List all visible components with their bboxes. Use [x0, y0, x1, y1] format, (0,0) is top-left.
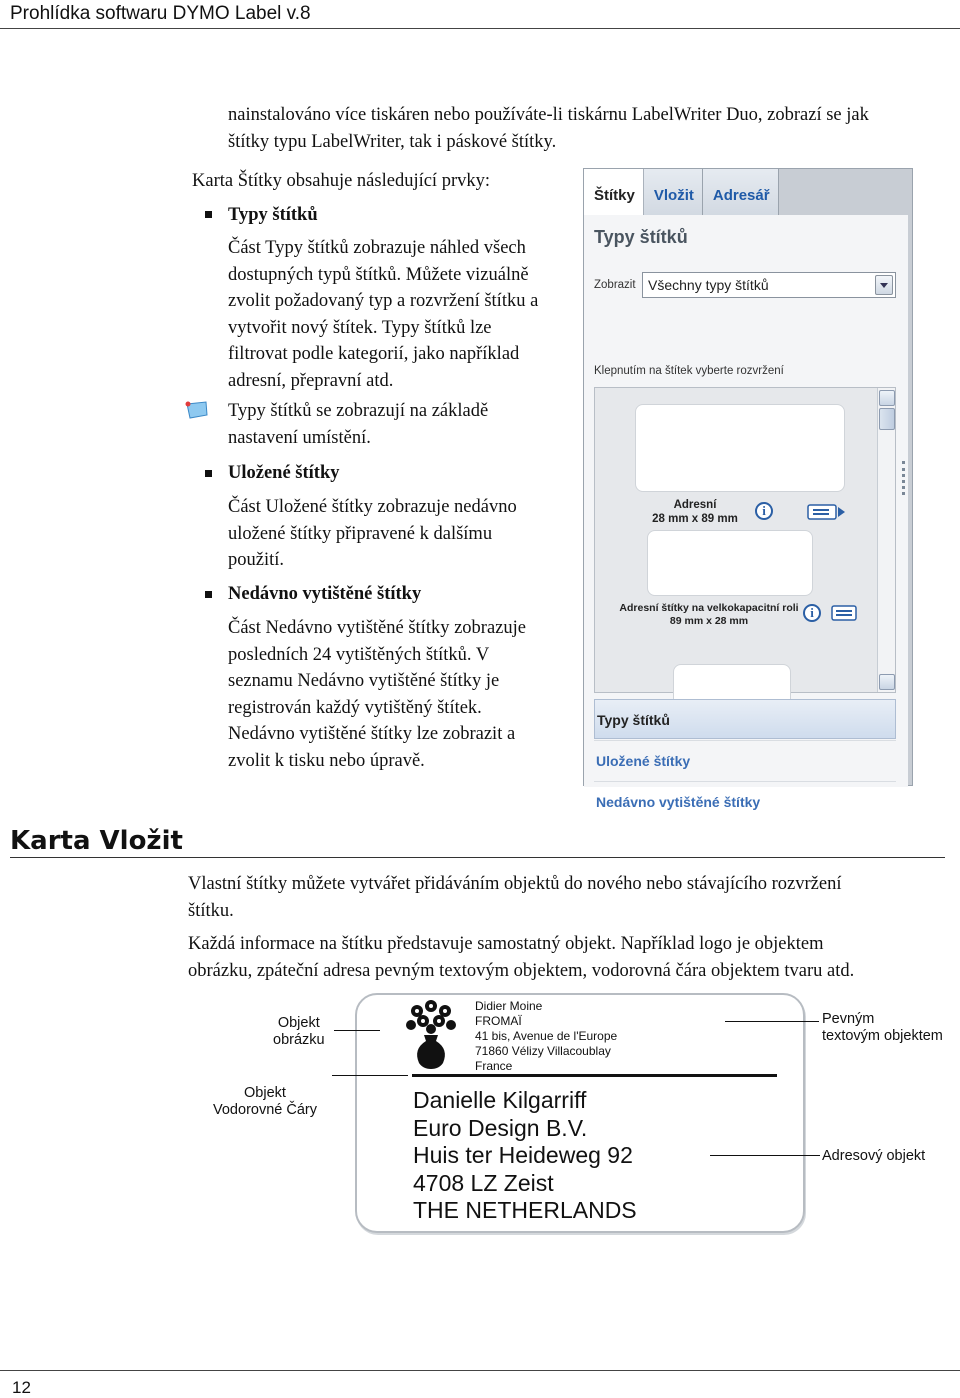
scroll-up-button[interactable]: [879, 390, 895, 406]
text-line: Vodorovné Čáry: [213, 1102, 317, 1118]
horizontal-line-object: [412, 1074, 777, 1077]
label-gallery[interactable]: [594, 387, 896, 693]
label-caption-bulk-address: [609, 602, 809, 627]
text-line: Objekt: [277, 1015, 320, 1031]
text-line: Vlastní štítky můžete vytvářet přidáváním objektů do nového nebo stávajícího rozvržení: [188, 874, 842, 894]
text-line: nastavení umístění.: [228, 427, 371, 448]
info-icon[interactable]: i: [803, 604, 821, 622]
gallery-scrollbar[interactable]: [877, 388, 895, 692]
text-line: štítku.: [188, 900, 234, 921]
tab-labels[interactable]: Štítky: [584, 169, 644, 215]
panel-title: Typy štítků: [594, 227, 688, 247]
bullet-icon: [205, 591, 212, 598]
item-heading-label-types: Typy štítků: [228, 205, 318, 225]
text-line: 71860 Vélizy Villacoublay: [475, 1044, 611, 1058]
tab-insert[interactable]: Vložit: [644, 169, 703, 215]
label-preview-address[interactable]: [635, 404, 845, 492]
item-heading-saved-labels: Uložené štítky: [228, 463, 340, 483]
text-line: 41 bis, Avenue de l'Europe: [475, 1029, 618, 1043]
item-heading-recent-labels: Nedávno vytištěné štítky: [228, 584, 422, 604]
footer-rule: [0, 1370, 960, 1371]
label-size: 89 mm x 28 mm: [669, 614, 749, 627]
document-header-title: Prohlídka softwaru DYMO Label v.8: [10, 3, 311, 24]
text-line: France: [475, 1059, 513, 1073]
label-name: Adresní: [673, 499, 717, 511]
header-rule: [0, 28, 960, 29]
scroll-down-button[interactable]: [879, 674, 895, 690]
text-line: Didier Moine: [475, 999, 543, 1013]
text-line: Objekt: [244, 1085, 286, 1101]
text-line: Každá informace na štítku představuje samostatný objekt. Například logo je objektem: [188, 934, 824, 954]
section-heading-insert-tab: Karta Vložit: [10, 826, 183, 856]
scroll-thumb[interactable]: [879, 408, 895, 430]
callout-image-object: [273, 1015, 325, 1049]
insert-paragraph-1: [188, 871, 948, 924]
text-line: použití.: [228, 550, 285, 571]
intro-line-1: nainstalováno více tiskáren nebo používáte-li tiskárnu LabelWriter Duo, zobrazí se jak: [228, 105, 869, 125]
text-line: vytvořit nový štítek. Typy štítků lze: [228, 317, 492, 338]
text-line: zvolit požadovaný typ a rozvržení štítku a: [228, 291, 539, 312]
chevron-down-icon[interactable]: [875, 275, 893, 295]
section-recent-labels[interactable]: Nedávno vytištěné štítky: [594, 781, 896, 821]
callout-line-object: [213, 1085, 317, 1119]
sender-text-object: [475, 999, 617, 1074]
text-line: obrázku, zpáteční adresa pevným textovým objektem, vodorovná čára objektem tvaru atd.: [188, 960, 855, 981]
callout-line: [334, 1030, 380, 1031]
select-layout-hint: Klepnutím na štítek vyberte rozvržení: [594, 365, 784, 377]
text-line: registrován každý vytištěný štítek.: [228, 697, 482, 718]
text-line: dostupných typů štítků. Můžete vizuálně: [228, 264, 529, 285]
sample-label: [355, 993, 805, 1233]
text-line: zvolit k tisku nebo úpravě.: [228, 750, 425, 771]
item-body-saved-labels: [228, 494, 578, 574]
text-line: Část Typy štítků zobrazuje náhled všech: [228, 238, 526, 258]
text-line: adresní, přepravní atd.: [228, 370, 394, 391]
label-size: 28 mm x 89 mm: [652, 513, 738, 525]
lead-sentence: Karta Štítky obsahuje následující prvky:: [192, 171, 490, 191]
label-name: Adresní štítky na velkokapacitní roli: [619, 602, 799, 614]
text-line: posledních 24 vytištěných štítků. V: [228, 644, 490, 665]
bullet-icon: [205, 470, 212, 477]
text-line: Euro Design B.V.: [413, 1114, 588, 1141]
text-line: FROMAÏ: [475, 1014, 522, 1028]
item-body-label-types: [228, 235, 578, 395]
item-note-label-types: [228, 398, 578, 451]
labels-panel-screenshot: [583, 168, 913, 810]
resize-grip[interactable]: [902, 461, 905, 495]
callout-line: [725, 1021, 819, 1022]
text-line: Část Nedávno vytištěné štítky zobrazuje: [228, 618, 526, 638]
info-icon[interactable]: i: [755, 502, 773, 520]
panel-body: [584, 215, 908, 810]
flower-vase-icon: [397, 999, 465, 1071]
intro-paragraph: [228, 102, 958, 155]
text-line: Část Uložené štítky zobrazuje nedávno: [228, 497, 517, 517]
callout-line: [710, 1155, 820, 1156]
roll-icon[interactable]: [807, 503, 847, 521]
insert-paragraph-2: [188, 931, 948, 984]
text-line: Danielle Kilgarriff: [413, 1087, 587, 1113]
address-object: [413, 1087, 637, 1225]
text-line: textovým objektem: [822, 1028, 943, 1044]
text-line: Huis ter Heideweg 92: [413, 1142, 633, 1168]
text-line: filtrovat podle kategorií, jako například: [228, 344, 520, 365]
panel-tab-bar: [584, 169, 914, 215]
page-number: 12: [12, 1378, 31, 1397]
text-line: uložené štítky připravené k dalšímu: [228, 523, 493, 544]
text-line: THE NETHERLANDS: [413, 1197, 637, 1223]
intro-line-2: štítky typu LabelWriter, tak i páskové štítky.: [228, 131, 557, 152]
section-saved-labels[interactable]: Uložené štítky: [594, 740, 896, 780]
text-line: Nedávno vytištěné štítky lze zobrazit a: [228, 724, 516, 745]
bullet-icon: [205, 211, 212, 218]
note-icon: [184, 400, 210, 422]
callout-text-object: [822, 1011, 943, 1045]
callout-address-object: [822, 1148, 925, 1165]
label-filter-select[interactable]: [642, 272, 896, 298]
text-line: Typy štítků se zobrazují na základě: [228, 401, 489, 421]
roll-icon[interactable]: [831, 604, 857, 622]
text-line: seznamu Nedávno vytištěné štítky je: [228, 671, 500, 692]
text-line: Adresový objekt: [822, 1148, 926, 1164]
callout-line: [332, 1075, 408, 1076]
text-line: 4708 LZ Zeist: [413, 1169, 554, 1196]
show-label: Zobrazit: [594, 279, 636, 291]
section-label-types[interactable]: Typy štítků: [594, 699, 896, 739]
section-rule: [10, 857, 945, 858]
tab-address-book[interactable]: Adresář: [703, 169, 779, 215]
select-value: Všechny typy štítků: [648, 277, 769, 293]
label-preview-bulk-address[interactable]: [647, 530, 813, 596]
item-body-recent-labels: [228, 615, 578, 775]
text-line: obrázku: [273, 1032, 325, 1048]
text-line: Pevným: [822, 1011, 875, 1027]
label-caption-address: [625, 498, 765, 526]
